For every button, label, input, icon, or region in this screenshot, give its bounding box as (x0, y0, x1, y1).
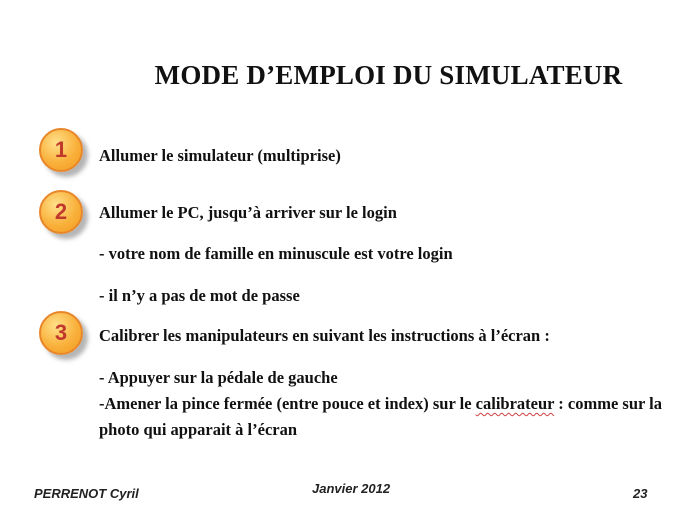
footer-page-number: 23 (633, 486, 648, 501)
footer-author: PERRENOT Cyril (34, 486, 139, 501)
page-title-text: MODE D’EMPLOI DU SIMULATEUR (154, 60, 623, 90)
step-number-2: 2 (54, 199, 68, 224)
step-text-2: Allumer le PC, jusqu’à arriver sur le login (99, 203, 397, 222)
note-password: - il n’y a pas de mot de passe (99, 286, 300, 305)
note-pince-start: -Amener la pince fermée (entre pouce et index) sur le (99, 394, 476, 413)
note-pince-calibrateur: calibrateur (475, 394, 555, 413)
note-pince-end: : comme sur la photo qui apparait à l’écran (99, 394, 663, 439)
step-badge-3 (39, 311, 83, 355)
step-number-3: 3 (54, 320, 68, 345)
step-number-1: 1 (54, 137, 68, 162)
note-pince (99, 391, 669, 443)
note-login: - votre nom de famille en minuscule est votre login (99, 244, 453, 263)
step-text-1: Allumer le simulateur (multiprise) (99, 146, 341, 165)
step-badge-2 (39, 190, 83, 234)
step-text-3: Calibrer les manipulateurs en suivant les instructions à l’écran : (99, 326, 550, 345)
page-title (0, 60, 689, 91)
note-pedal: - Appuyer sur la pédale de gauche (99, 368, 338, 387)
step-badge-1 (39, 128, 83, 172)
footer-date: Janvier 2012 (312, 481, 391, 496)
